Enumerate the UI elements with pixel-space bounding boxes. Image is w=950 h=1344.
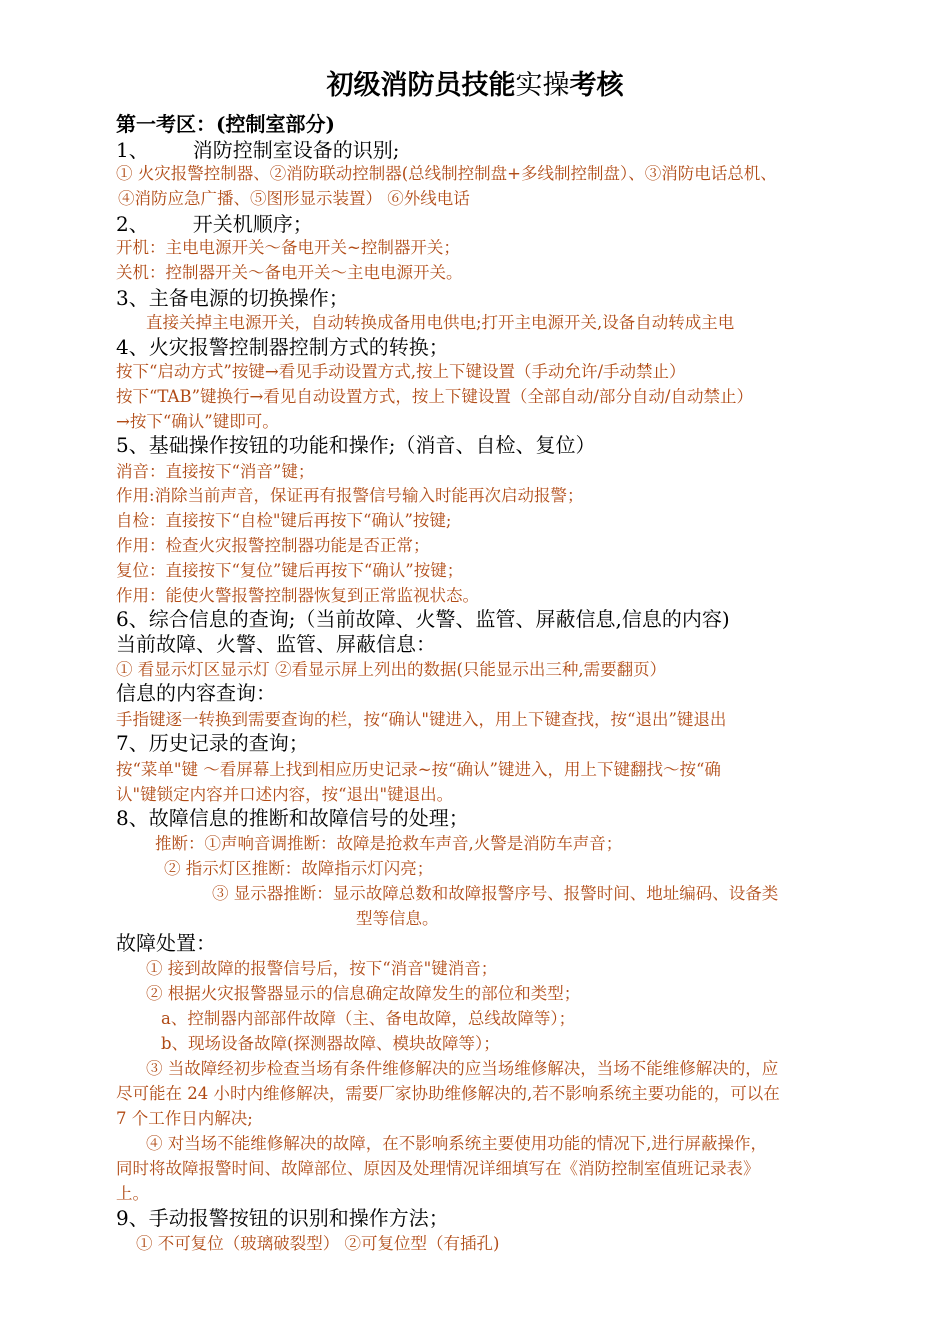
section-6-line-1: ① 看显示灯区显示灯 ②看显示屏上列出的数据(只能显示出三种,需要翻页） [116, 660, 667, 679]
section-8-line-10: 尽可能在 24 小时内维修解决，需要厂家协助维修解决的,若不影响系统主要功能的，可以在 [116, 1084, 780, 1103]
page-title [0, 68, 950, 104]
section-1-line-2: ④消防应急广播、⑤图形显示装置） ⑥外线电话 [118, 189, 470, 208]
section-1-title: 消防控制室设备的识别; [192, 138, 400, 162]
section-5-line-3: 自检：直接按下“自检"键后再按下“确认”按键; [116, 511, 452, 530]
title-part-1: 初级消防员技能 [326, 70, 516, 101]
section-1-number: 1、 [116, 138, 149, 162]
section-5-line-5: 复位：直接按下“复位”键后再按下“确认”按键； [116, 561, 464, 580]
section-6-heading: 6、综合信息的查询;（当前故障、火警、监管、屏蔽信息,信息的内容) [116, 607, 730, 631]
section-8-subheading: 故障处置： [116, 931, 216, 955]
section-8-line-4: 型等信息。 [356, 909, 439, 928]
section-3-heading: 3、主备电源的切换操作； [116, 286, 349, 310]
section-4-line-1: 按下“启动方式”按键→看见手动设置方式,按上下键设置（手动允许/手动禁止） [116, 362, 686, 381]
section-2-heading [116, 212, 313, 237]
section-4-line-2: 按下“TAB”键换行→看见自动设置方式，按上下键设置（全部自动/部分自动/自动禁止） [116, 387, 753, 406]
section-8-line-12: ④ 对当场不能维修解决的故障，在不影响系统主要使用功能的情况下,进行屏蔽操作， [146, 1134, 767, 1153]
section-8-line-5: ① 接到故障的报警信号后，按下“消音"键消音； [146, 959, 498, 978]
section-8-line-11: 7 个工作日内解决; [116, 1109, 253, 1128]
section-9-heading: 9、手动报警按钮的识别和操作方法； [116, 1206, 449, 1230]
section-8-line-1: 推断：①声响音调推断：故障是抢救车声音,火警是消防车声音； [155, 834, 623, 853]
section-8-heading: 8、故障信息的推断和故障信号的处理； [116, 806, 469, 830]
section-5-line-2: 作用:消除当前声音，保证再有报警信号输入时能再次启动报警； [116, 486, 584, 505]
section-1-line-1: ① 火灾报警控制器、②消防联动控制器(总线制控制盘+多线制控制盘）、③消防电话总机、 [116, 164, 777, 183]
section-8-line-3: ③ 显示器推断：显示故障总数和故障报警序号、报警时间、地址编码、设备类 [212, 884, 779, 903]
section-2-line-2: 关机：控制器开关～备电开关～主电电源开关。 [116, 263, 463, 282]
section-8-line-2: ② 指示灯区推断：故障指示灯闪亮； [164, 859, 434, 878]
section-2-number: 2、 [116, 212, 149, 236]
section-8-line-14: 上。 [116, 1184, 149, 1203]
title-part-3: 考核 [569, 70, 624, 101]
section-5-heading: 5、基础操作按钮的功能和操作;（消音、自检、复位） [116, 433, 596, 457]
section-3-line-1: 直接关掉主电源开关，自动转换成备用电供电;打开主电源开关,设备自动转成主电 [146, 313, 735, 332]
section-8-line-9: ③ 当故障经初步检查当场有条件维修解决的应当场维修解决，当场不能维修解决的，应 [146, 1059, 779, 1078]
section-4-line-3: →按下“确认”键即可。 [116, 412, 279, 431]
zone-title: 第一考区：(控制室部分) [116, 112, 335, 136]
section-2-title: 开关机顺序； [192, 212, 313, 236]
section-8-line-13: 同时将故障报警时间、故障部位、原因及处理情况详细填写在《消防控制室值班记录表》 [116, 1159, 760, 1178]
section-7-heading: 7、历史记录的查询； [116, 731, 309, 755]
section-6-subheading-1: 当前故障、火警、监管、屏蔽信息： [116, 632, 436, 656]
section-7-line-1: 按“菜单"键 ～看屏幕上找到相应历史记录~按“确认”键进入，用上下键翻找～按“确 [116, 760, 721, 779]
section-2-line-1: 开机：主电电源开关～备电开关~控制器开关； [116, 238, 460, 257]
section-5-line-4: 作用：检查火灾报警控制器功能是否正常； [116, 536, 430, 555]
section-6-line-2: 手指键逐一转换到需要查询的栏，按“确认"键进入，用上下键查找，按“退出”键退出 [116, 710, 727, 729]
section-8-line-7: a、控制器内部部件故障（主、备电故障，总线故障等）； [161, 1009, 576, 1028]
section-5-line-1: 消音：直接按下“消音”键； [116, 462, 315, 481]
section-8-line-6: ② 根据火灾报警器显示的信息确定故障发生的部位和类型； [146, 984, 581, 1003]
section-5-line-6: 作用：能使火警报警控制器恢复到正常监视状态。 [116, 586, 479, 605]
section-8-line-8: b、现场设备故障(探测器故障、模块故障等）； [161, 1034, 500, 1053]
section-9-line-1: ① 不可复位（玻璃破裂型） ②可复位型（有插孔) [136, 1234, 500, 1253]
section-1-heading [116, 138, 399, 163]
section-4-heading: 4、火灾报警控制器控制方式的转换； [116, 335, 449, 359]
section-7-line-2: 认"键锁定内容并口述内容，按“退出"键退出。 [116, 785, 454, 804]
title-part-2: 实操 [515, 70, 570, 101]
section-6-subheading-2: 信息的内容查询： [116, 681, 276, 705]
